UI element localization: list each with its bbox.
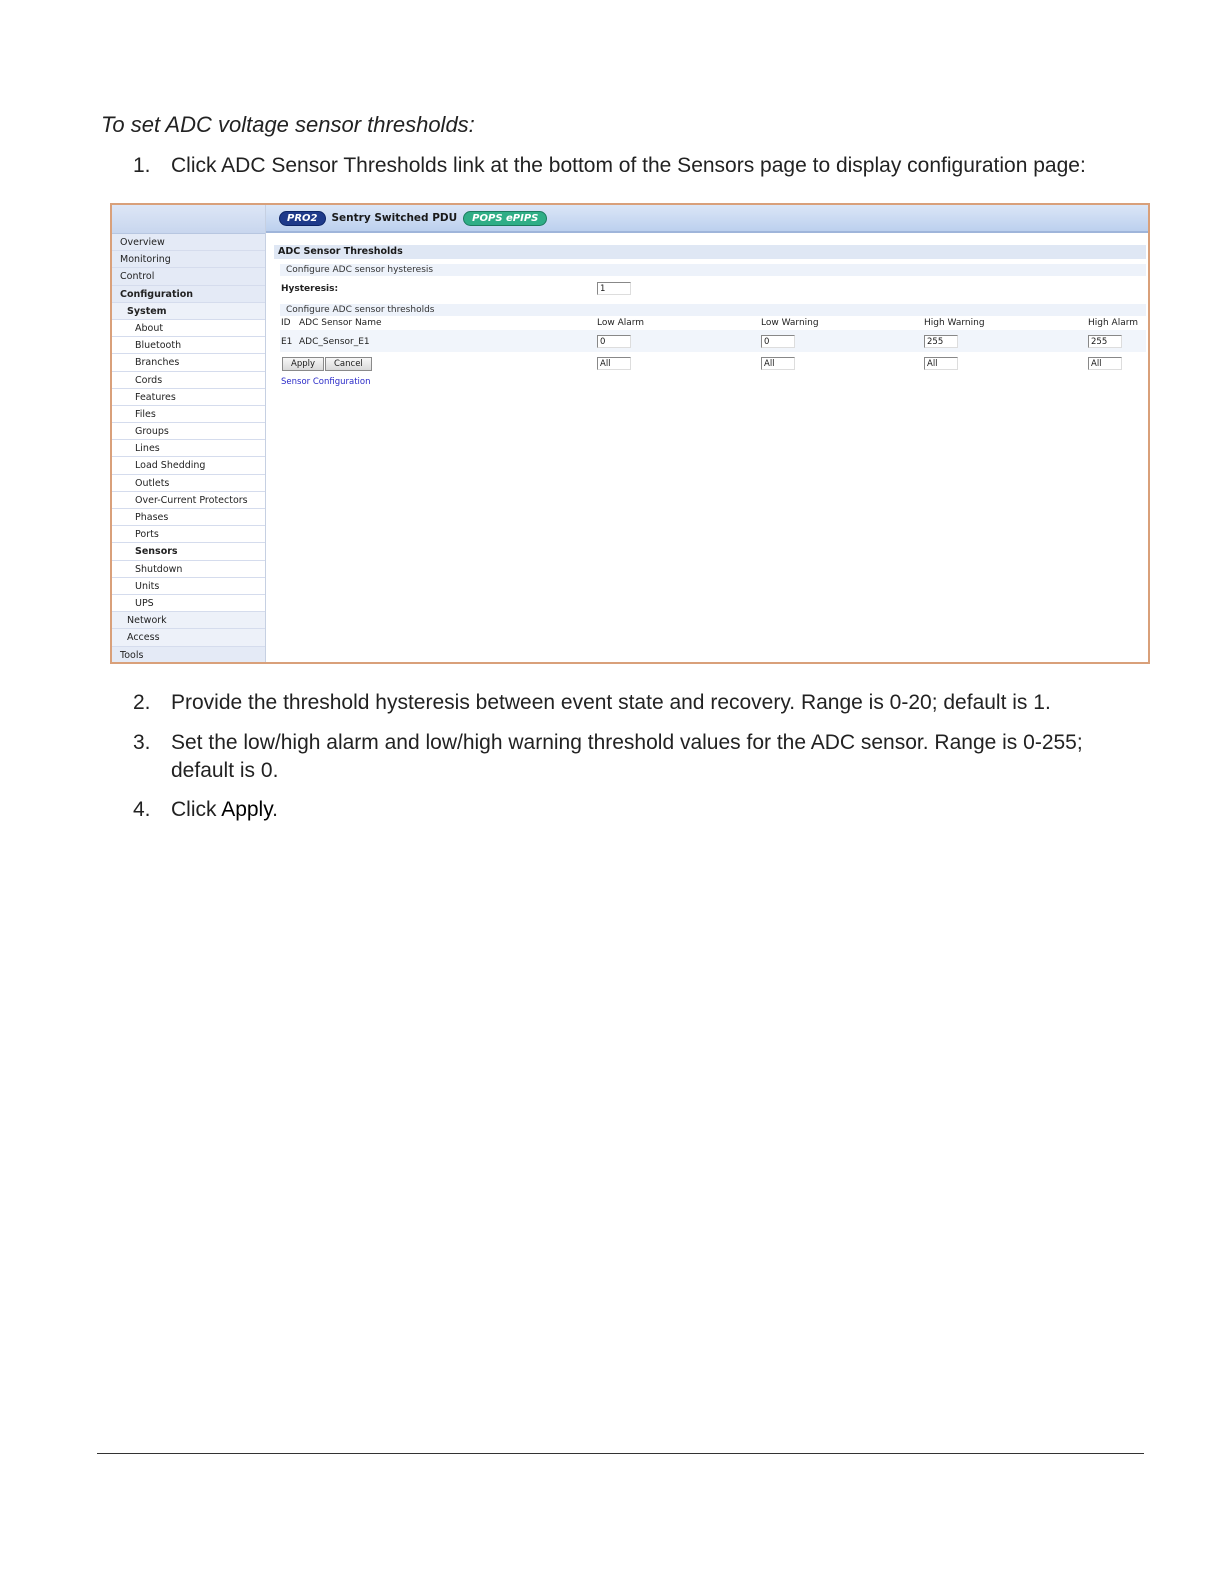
step-text-prefix: Click: [171, 798, 222, 821]
footer-rule: [97, 1453, 1144, 1454]
step-number: 2.: [133, 691, 151, 714]
high-warning-input[interactable]: 255: [924, 335, 958, 348]
sidebar-item-access[interactable]: Access: [112, 629, 265, 646]
step-2: [133, 689, 1131, 717]
sidebar-item-overview[interactable]: Overview: [112, 234, 265, 251]
table-row: [280, 330, 1146, 352]
col-low-warning: Low Warning: [761, 318, 819, 328]
high-alarm-all-input[interactable]: All: [1088, 357, 1122, 370]
sidebar-item-bluetooth[interactable]: Bluetooth: [112, 337, 265, 354]
col-high-warning: High Warning: [924, 318, 985, 328]
sidebar-item-units[interactable]: Units: [112, 578, 265, 595]
row-sensor-name: ADC_Sensor_E1: [299, 337, 370, 347]
step-3: [133, 729, 1131, 785]
pops-logo: POPS ePIPS: [463, 211, 547, 226]
col-low-alarm: Low Alarm: [597, 318, 645, 328]
sidebar-item-groups[interactable]: Groups: [112, 423, 265, 440]
step-number: 4.: [133, 798, 151, 821]
procedure-heading: To set ADC voltage sensor thresholds:: [101, 112, 475, 137]
sidebar-item-features[interactable]: Features: [112, 389, 265, 406]
sidebar-item-monitoring[interactable]: Monitoring: [112, 251, 265, 268]
hysteresis-header: Configure ADC sensor hysteresis: [280, 264, 1146, 276]
sidebar-header: [112, 205, 265, 234]
cancel-button[interactable]: Cancel: [325, 357, 372, 371]
hysteresis-input[interactable]: 1: [597, 282, 631, 295]
sidebar-nav: [112, 205, 266, 662]
step-text: Provide the threshold hysteresis between event state and recovery. Range is 0-20; default is 1.: [171, 691, 1051, 714]
col-high-alarm: High Alarm: [1088, 318, 1139, 328]
low-warning-all-input[interactable]: All: [761, 357, 795, 370]
sidebar-item-branches[interactable]: Branches: [112, 354, 265, 371]
step-text: [171, 796, 1131, 824]
low-warning-input[interactable]: 0: [761, 335, 795, 348]
hysteresis-label: Hysteresis:: [281, 284, 339, 294]
section-title: ADC Sensor Thresholds: [274, 245, 1146, 259]
step-text: Click ADC Sensor Thresholds link at the bottom of the Sensors page to display configuration page:: [171, 154, 1086, 177]
sidebar-item-about[interactable]: About: [112, 320, 265, 337]
step-text-suffix: .: [272, 798, 279, 821]
step-1: [133, 152, 1131, 180]
apply-emphasis: Apply: [221, 798, 273, 821]
banner-title: Sentry Switched PDU: [331, 212, 458, 224]
sidebar-item-phases[interactable]: Phases: [112, 509, 265, 526]
sidebar-item-network[interactable]: Network: [112, 612, 265, 629]
low-alarm-all-input[interactable]: All: [597, 357, 631, 370]
step-number: 3.: [133, 731, 151, 754]
col-sensor-name: ADC Sensor Name: [299, 318, 382, 328]
high-alarm-input[interactable]: 255: [1088, 335, 1122, 348]
sidebar-item-lines[interactable]: Lines: [112, 440, 265, 457]
step-4: [133, 796, 1131, 824]
high-warning-all-input[interactable]: All: [924, 357, 958, 370]
sidebar-item-cords[interactable]: Cords: [112, 372, 265, 389]
step-number: 1.: [133, 154, 151, 177]
sidebar-item-control[interactable]: Control: [112, 268, 265, 285]
banner: [266, 205, 1148, 233]
sidebar-item-over-current-protectors[interactable]: Over-Current Protectors: [112, 492, 265, 509]
main-panel: [266, 205, 1148, 662]
sidebar-item-system[interactable]: System: [112, 303, 265, 320]
sensor-configuration-link[interactable]: Sensor Configuration: [281, 377, 371, 387]
step-text: Set the low/high alarm and low/high warning threshold values for the ADC sensor. Range is 0-255; default is 0.: [171, 731, 1083, 782]
col-id: ID: [281, 318, 291, 328]
apply-button[interactable]: Apply: [282, 357, 324, 371]
sidebar-item-tools[interactable]: Tools: [112, 647, 265, 664]
low-alarm-input[interactable]: 0: [597, 335, 631, 348]
sidebar-item-shutdown[interactable]: Shutdown: [112, 561, 265, 578]
sidebar-item-load-shedding[interactable]: Load Shedding: [112, 457, 265, 474]
sidebar-item-ups[interactable]: UPS: [112, 595, 265, 612]
sidebar-item-configuration[interactable]: Configuration: [112, 286, 265, 303]
sidebar-item-files[interactable]: Files: [112, 406, 265, 423]
thresholds-header: Configure ADC sensor thresholds: [280, 304, 1146, 316]
sidebar-item-sensors[interactable]: Sensors: [112, 543, 265, 560]
row-id: E1: [281, 337, 293, 347]
ui-screenshot: [110, 203, 1150, 664]
sidebar-item-outlets[interactable]: Outlets: [112, 475, 265, 492]
pro2-logo: PRO2: [279, 211, 326, 226]
sidebar-item-ports[interactable]: Ports: [112, 526, 265, 543]
